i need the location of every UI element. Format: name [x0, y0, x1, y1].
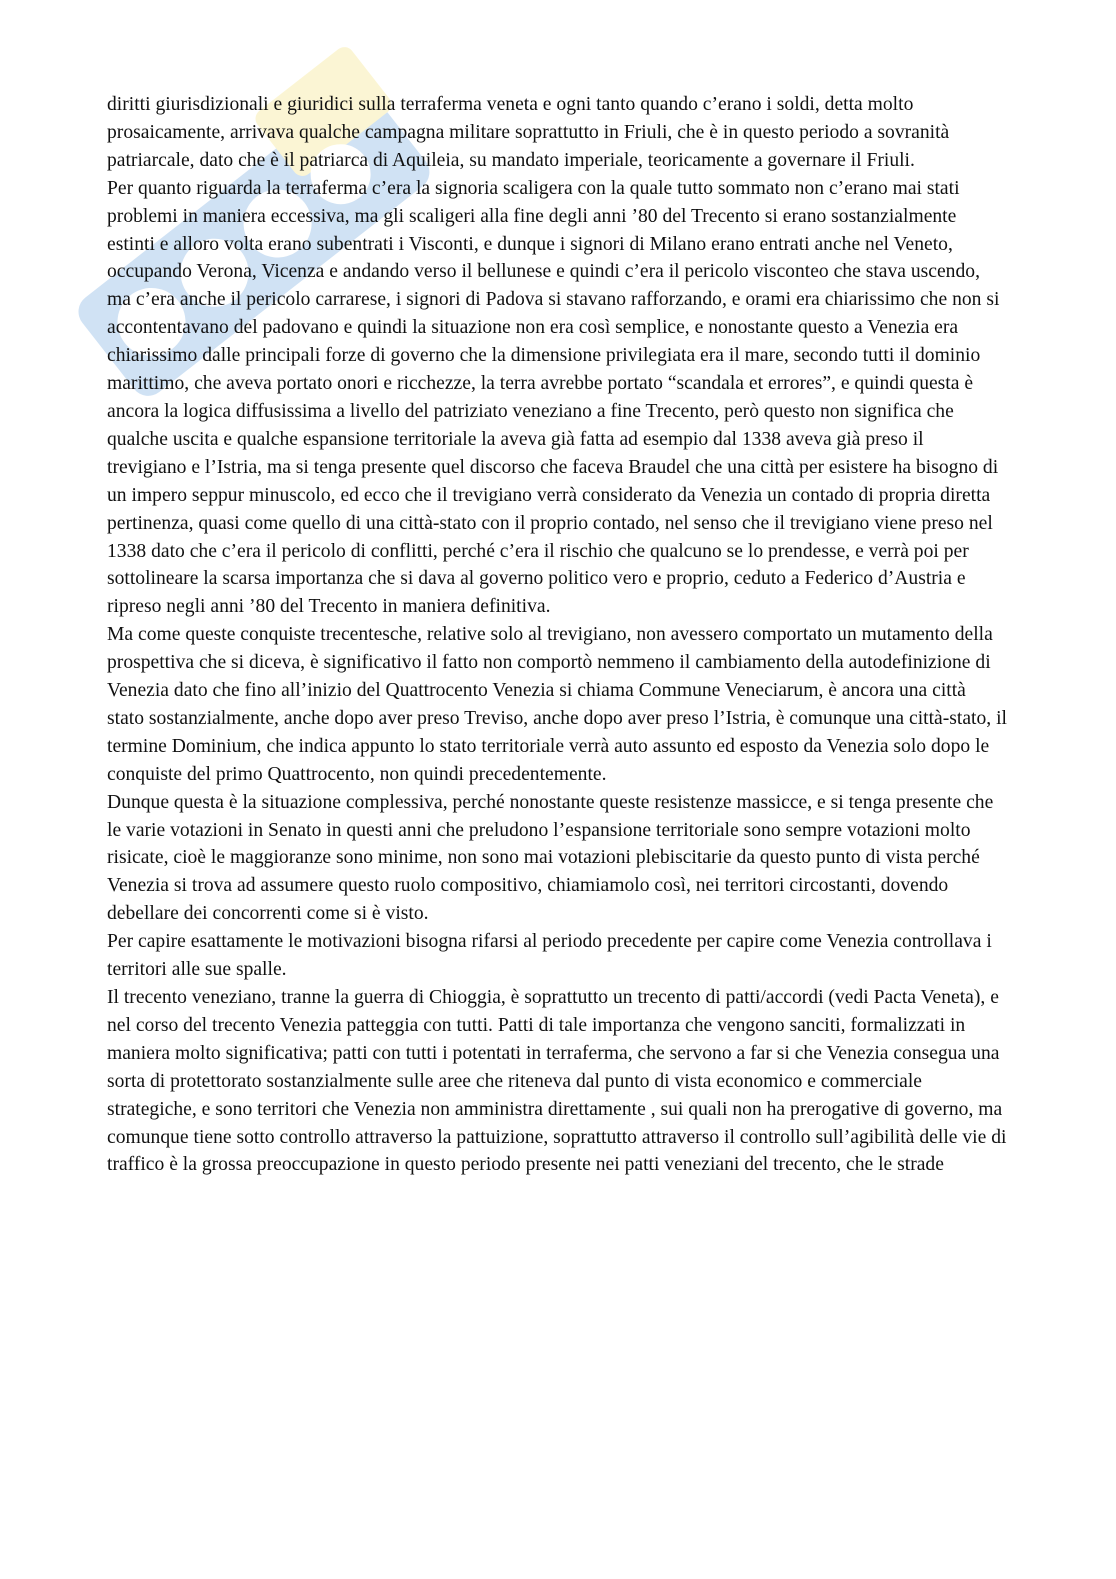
paragraph: Ma come queste conquiste trecentesche, relative solo al trevigiano, non avessero comportato un mutamento della prospettiva che si diceva, è significativo il fatto non comportò nemmeno il cambiamento della autodefinizione di Venezia dato che fino all’inizio del Quattrocento Venezia si chiama Commune Veneciarum, è ancora una città stato sostanzialmente, anche dopo aver preso Treviso, anche dopo aver preso l’Istria, è comunque una città-stato, il termine Dominium, che indica appunto lo stato territoriale verrà auto assunto ed esposto da Venezia solo dopo le conquiste del primo Quattrocento, non quindi precedentemente.	[107, 624, 1007, 785]
paragraph: Il trecento veneziano, tranne la guerra di Chioggia, è soprattutto un trecento di patti/accordi (vedi Pacta Veneta), e nel corso del trecento Venezia patteggia con tutti. Patti di tale importanza che vengono sanciti, formalizzati in maniera molto significativa; patti con tutti i potentati in terraferma, che servono a far si che Venezia consegua una sorta di protettorato sostanzialmente sulle aree che riteneva dal punto di vista economico e commerciale strategiche, e sono territori che Venezia non amministra direttamente , sui quali non ha prerogative di governo, ma comunque tiene sotto controllo attraverso la pattuizione, soprattutto attraverso il controllo sull’agibilità delle vie di traffico è la grossa preoccupazione in questo periodo presente nei patti veneziani del trecento, che le strade	[107, 987, 1007, 1176]
paragraph: Dunque questa è la situazione complessiva, perché nonostante queste resistenze massicce, e si tenga presente che le varie votazioni in Senato in questi anni che preludono l’espansione territoriale sono sempre votazioni molto risicate, cioè le maggioranze sono minime, non sono mai votazioni plebiscitarie da questo punto di vista perché Venezia si trova ad assumere questo ruolo compositivo, chiamiamolo così, nei territori circostanti, dovendo debellare dei concorrenti come si è visto.	[107, 791, 994, 925]
document-body	[107, 91, 1007, 1179]
paragraph: diritti giurisdizionali e giuridici sulla terraferma veneta e ogni tanto quando c’erano i soldi, detta molto prosaicamente, arrivava qualche campagna militare soprattutto in Friuli, che è in questo periodo a sovranità patriarcale, dato che è il patriarca di Aquileia, su mandato imperiale, teoricamente a governare il Friuli.	[107, 94, 950, 171]
paragraph: Per capire esattamente le motivazioni bisogna rifarsi al periodo precedente per capire come Venezia controllava i territori alle sue spalle.	[107, 931, 992, 981]
paragraph: Per quanto riguarda la terraferma c’era la signoria scaligera con la quale tutto sommato non c’erano mai stati problemi in maniera eccessiva, ma gli scaligeri alla fine degli anni ’80 del Trecento si erano sostanzialmente estinti e alloro volta erano subentrati i Visconti, e dunque i signori di Milano erano entrati anche nel Veneto, occupando Verona, Vicenza e andando verso il bellunese e quindi c’era il pericolo visconteo che stava uscendo, ma c’era anche il pericolo carrarese, i signori di Padova si stavano rafforzando, e orami era chiarissimo che non si accontentavano del padovano e quindi la situazione non era così semplice, e nonostante questo a Venezia era chiarissimo dalle principali forze di governo che la dimensione privilegiata era il mare, secondo tutti il dominio marittimo, che aveva portato onori e ricchezze, la terra avrebbe portato “scandala et errores”, e quindi questa è ancora la logica diffusissima a livello del patriziato veneziano a fine Trecento, però questo non significa che qualche uscita e qualche espansione territoriale la aveva già fatta ad esempio dal 1338 aveva già preso il trevigiano e l’Istria, ma si tenga presente quel discorso che faceva Braudel che una città per esistere ha bisogno di un impero seppur minuscolo, ed ecco che il trevigiano verrà considerato da Venezia un contado di propria diretta pertinenza, quasi come quello di una città-stato con il proprio contado, nel senso che il trevigiano viene preso nel 1338 dato che c’era il pericolo di conflitti, perché c’era il rischio che qualcuno se lo prendesse, e verrà poi per sottolineare la scarsa importanza che si dava al governo politico vero e proprio, ceduto a Federico d’Austria e ripreso negli anni ’80 del Trecento in maniera definitiva.	[107, 177, 1000, 618]
